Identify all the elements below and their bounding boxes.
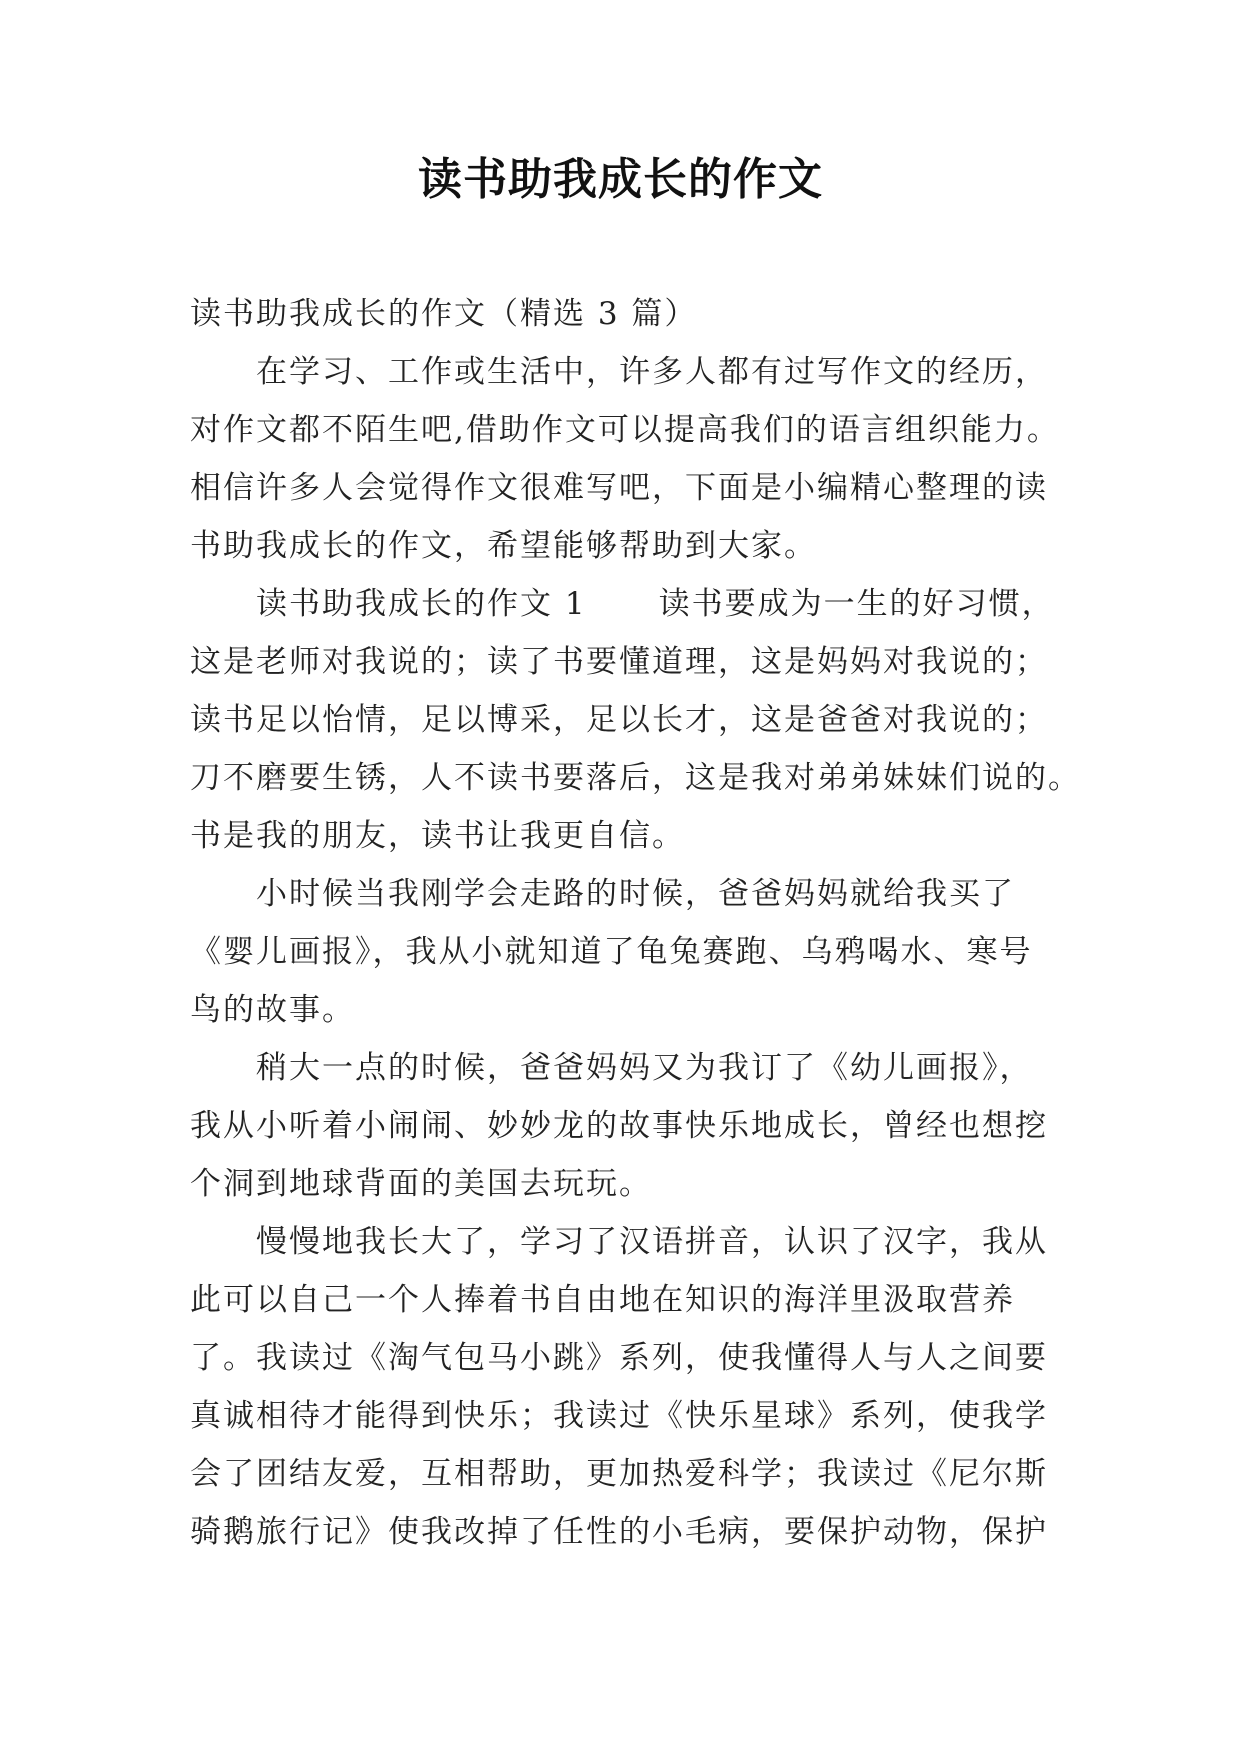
text-line: 稍大一点的时候，爸爸妈妈又为我订了《幼儿画报》， — [256, 1050, 1033, 1086]
section-heading: 读书助我成长的作文 1 — [256, 586, 587, 622]
text-line: 鸟的故事。 — [190, 992, 355, 1028]
text-line: 相信许多人会觉得作文很难写吧，下面是小编精心整理的读 — [190, 470, 1048, 506]
text-line: 这是老师对我说的；读了书要懂道理，这是妈妈对我说的； — [190, 644, 1048, 680]
document-title: 读书助我成长的作文 — [418, 154, 823, 205]
text-line: 书助我成长的作文，希望能够帮助到大家。 — [190, 528, 817, 564]
text-line: 真诚相待才能得到快乐；我读过《快乐星球》系列，使我学 — [190, 1398, 1048, 1434]
text-line: 《婴儿画报》，我从小就知道了龟兔赛跑、乌鸦喝水、寒号 — [190, 934, 1033, 970]
text-line: 读书助我成长的作文（精选 3 篇） — [190, 296, 698, 332]
text-line: 骑鹅旅行记》使我改掉了任性的小毛病，要保护动物，保护 — [190, 1514, 1048, 1550]
text-line — [190, 575, 1070, 633]
text-line: 书是我的朋友，读书让我更自信。 — [190, 818, 685, 854]
text-line: 此可以自己一个人捧着书自由地在知识的海洋里汲取营养 — [190, 1282, 1015, 1318]
text-line: 读书足以怡情，足以博采，足以长才，这是爸爸对我说的； — [190, 702, 1048, 738]
text-line: 个洞到地球背面的美国去玩玩。 — [190, 1166, 652, 1202]
text-line: 了。我读过《淘气包马小跳》系列，使我懂得人与人之间要 — [190, 1340, 1048, 1376]
section-opening-text: 读书要成为一生的好习惯， — [658, 586, 1055, 622]
text-line: 会了团结友爱，互相帮助，更加热爱科学；我读过《尼尔斯 — [190, 1456, 1048, 1492]
document-body — [190, 285, 1081, 1561]
text-line: 在学习、工作或生活中，许多人都有过写作文的经历， — [256, 354, 1048, 390]
text-line: 慢慢地我长大了，学习了汉语拼音，认识了汉字，我从 — [256, 1224, 1048, 1260]
text-line: 小时候当我刚学会走路的时候，爸爸妈妈就给我买了 — [256, 876, 1015, 912]
text-line: 刀不磨要生锈，人不读书要落后，这是我对弟弟妹妹们说的。 — [190, 760, 1081, 796]
text-line: 我从小听着小闹闹、妙妙龙的故事快乐地成长，曾经也想挖 — [190, 1108, 1048, 1144]
text-line: 对作文都不陌生吧,借助作文可以提高我们的语言组织能力。 — [190, 412, 1060, 448]
